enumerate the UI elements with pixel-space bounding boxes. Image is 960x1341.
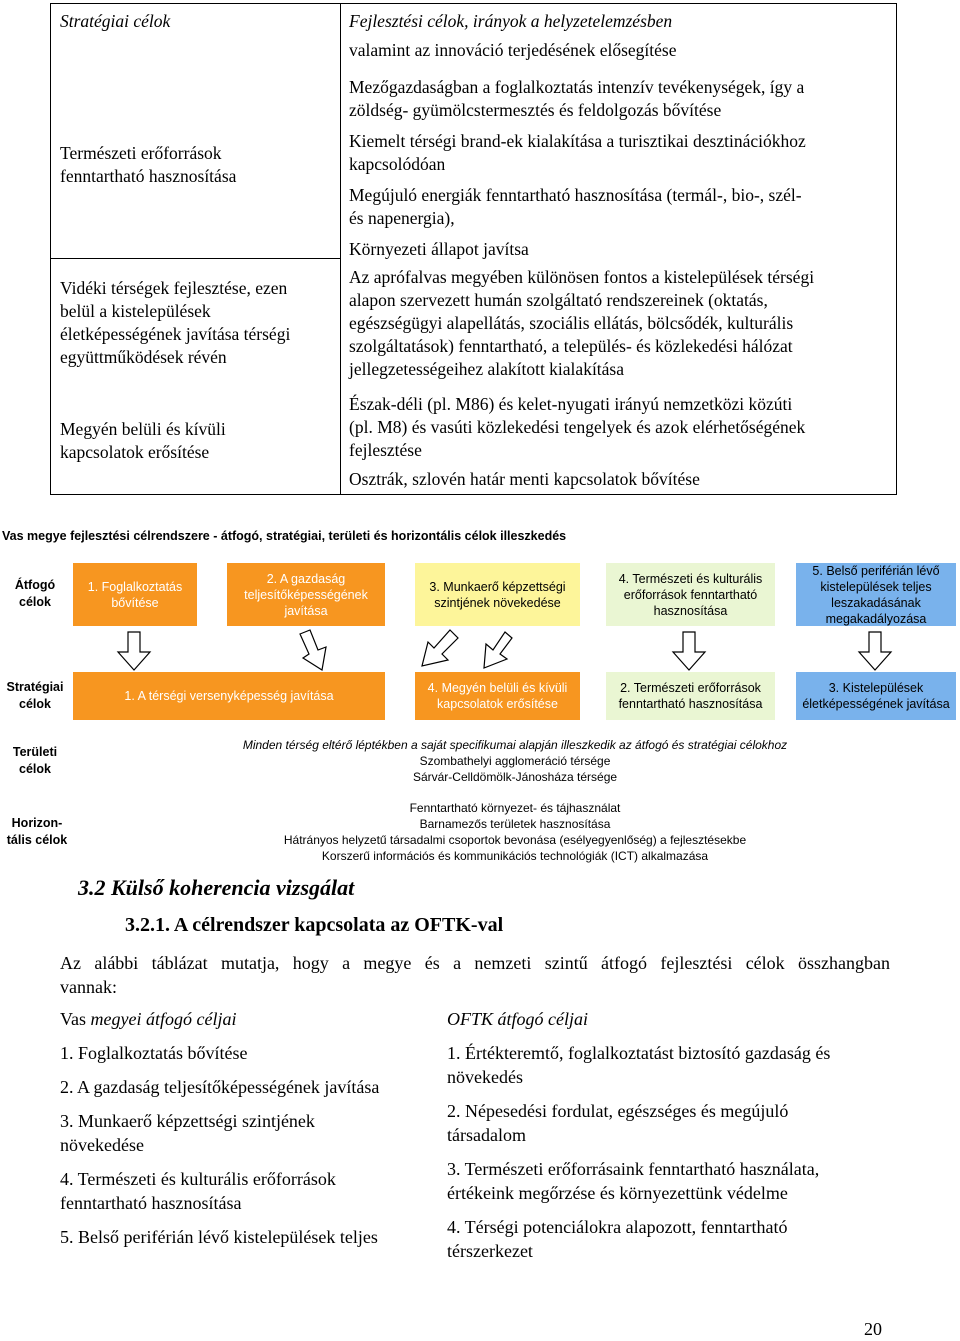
oftk-goal-3: 3. Természeti erőforrásaink fenntartható használata, értékeink megőrzése és környezettünk védelme: [447, 1159, 820, 1203]
strategiai-goal-2: 2. Természeti erőforrások fenntartható hasznosítása: [606, 672, 775, 720]
oftk-goal-4: 4. Térségi potenciálokra alapozott, fenntartható térszerkezet: [447, 1217, 788, 1261]
label-strategiai: Stratégiai célok: [6, 680, 64, 711]
row2-strategic-goal: Vidéki térségek fejlesztése, ezen belül a kistelepülések életképességének javítása térségi együttműködések révén: [60, 278, 291, 367]
vas-goal-1: 1. Foglalkoztatás bővítése: [60, 1043, 248, 1063]
vas-goal-2: 2. A gazdaság teljesítőképességének javítása: [60, 1077, 380, 1097]
down-arrow-icon: [859, 632, 891, 670]
label-teruleti: Területi célok: [12, 745, 58, 776]
row1-strategic-goal: Természeti erőforrások fenntartható hasznosítása: [60, 143, 237, 186]
header-development-goals: Fejlesztési célok, irányok a helyzetelemzésben: [349, 11, 673, 31]
row1-directions: Mezőgazdaságban a foglalkoztatás intenzív tevékenységek, így a zöldség- gyümölcstermesztés és feldolgozás bővítése Kiemelt térségi brand-ek kialakítása a turisztikai desztinációkhoz kapcsolódóan Megújuló energiák fenntartható hasznosítása (termál-, bio-, szél- és napenergia), Környezeti állapot javítsa: [349, 77, 806, 259]
vas-goal-5: 5. Belső periférián lévő kistelepülések teljes: [60, 1227, 378, 1247]
label-atfogo: Átfogó célok: [14, 578, 56, 609]
vas-goals-column: [60, 1007, 435, 1249]
teruleti-line-3: Sárvár-Celldömölk-Jánosháza térsége: [412, 770, 618, 784]
oftk-goal-1: 1. Értékteremtő, foglalkoztatást biztosító gazdaság és növekedés: [447, 1043, 831, 1087]
atfogo-goal-4: 4. Természeti és kulturális erőforrások fenntartható hasznosítása: [606, 563, 775, 626]
table-column-divider: [340, 4, 341, 494]
strategiai-goal-4: 4. Megyén belüli és kívüli kapcsolatok erősítése: [415, 672, 580, 720]
page-number: 20: [864, 1319, 882, 1339]
atfogo-goal-3: 3. Munkaerő képzettségi szintjének növekedése: [415, 563, 580, 626]
diagram-arrows: [0, 626, 960, 674]
diagonal-arrow-icon: [484, 632, 512, 668]
section-heading: 3.2 Külső koherencia vizsgálat: [78, 875, 355, 900]
diagonal-arrow-icon: [300, 630, 326, 670]
goals-table: [50, 3, 897, 495]
atfogo-goal-5: 5. Belső periférián lévő kistelepülések teljes leszakadásának megakadályozása: [796, 563, 956, 626]
horizontalis-line-2: Barnamezős területek hasznosítása: [419, 817, 611, 831]
down-arrow-icon: [118, 632, 150, 670]
strategiai-goal-3: 3. Kistelepülések életképességének javítása: [796, 672, 956, 720]
horizontalis-line-1: Fenntartható környezet- és tájhasználat: [409, 801, 621, 815]
diagonal-arrow-icon: [422, 630, 458, 666]
diagram-title: Vas megye fejlesztési célrendszere - átfogó, stratégiai, területi és horizontális célok illeszkedés: [2, 529, 567, 543]
vas-goal-4: 4. Természeti és kulturális erőforrások fenntartható hasznosítása: [60, 1169, 336, 1213]
oftk-goals-column: [447, 1007, 897, 1263]
teruleti-line-1: Minden térség eltérő léptékben a saját specifikumai alapján illeszkedik az átfogó és stratégiai célokhoz: [242, 738, 788, 752]
oftk-goals-heading: OFTK átfogó céljai: [447, 1009, 588, 1029]
row2-directions: Az aprófalvas megyében különösen fontos a kistelepülések térségi alapon szervezett humán szolgáltató rendszereinek (oktatás, egészségügyi alapellátás, szociális ellátás, bölcsődék, kulturális szolgáltatások) fenntartható, a település- és közlekedési hálózat jellegzetességeihez alakított kialakítása: [349, 267, 815, 379]
row3-directions: Észak-déli (pl. M86) és kelet-nyugati irányú nemzetközi közúti (pl. M8) és vasúti közlekedési tengelyek és azok elérhetőségének fejlesztése Osztrák, szlovén határ menti kapcsolatok bővítése: [349, 394, 806, 489]
vas-goal-3: 3. Munkaerő képzettségi szintjének növekedése: [60, 1111, 315, 1155]
down-arrow-icon: [673, 632, 705, 670]
atfogo-goal-1: 1. Foglalkoztatás bővítése: [73, 563, 197, 626]
header-strategic-goals: Stratégiai célok: [60, 11, 171, 31]
header-development-goals-sub: valamint az innováció terjedésének elősegítése: [349, 40, 677, 60]
horizontalis-line-4: Korszerű információs és kommunikációs technológiák (ICT) alkalmazása: [321, 849, 709, 863]
horizontalis-line-3: Hátrányos helyzetű társadalmi csoportok bevonása (esélyegyenlőség) a fejlesztésekbe: [283, 833, 747, 847]
table-row-divider: [51, 258, 340, 259]
vas-goals-heading: Vas megyei átfogó céljai: [60, 1009, 237, 1029]
section-subheading: 3.2.1. A célrendszer kapcsolata az OFTK-val: [125, 914, 504, 936]
row3-strategic-goal: Megyén belüli és kívüli kapcsolatok erősítése: [60, 419, 226, 462]
label-horizontalis: Horizon- tális célok: [6, 816, 68, 847]
strategiai-goal-1: 1. A térségi versenyképesség javítása: [73, 672, 385, 720]
oftk-goal-2: 2. Népesedési fordulat, egészséges és megújuló társadalom: [447, 1101, 789, 1145]
teruleti-line-2: Szombathelyi agglomeráció térsége: [419, 754, 611, 768]
intro-paragraph: Az alábbi táblázat mutatja, hogy a megye és a nemzeti szintű átfogó fejlesztési célok összhangban vannak:: [60, 953, 890, 997]
atfogo-goal-2: 2. A gazdaság teljesítőképességének javítása: [227, 563, 385, 626]
